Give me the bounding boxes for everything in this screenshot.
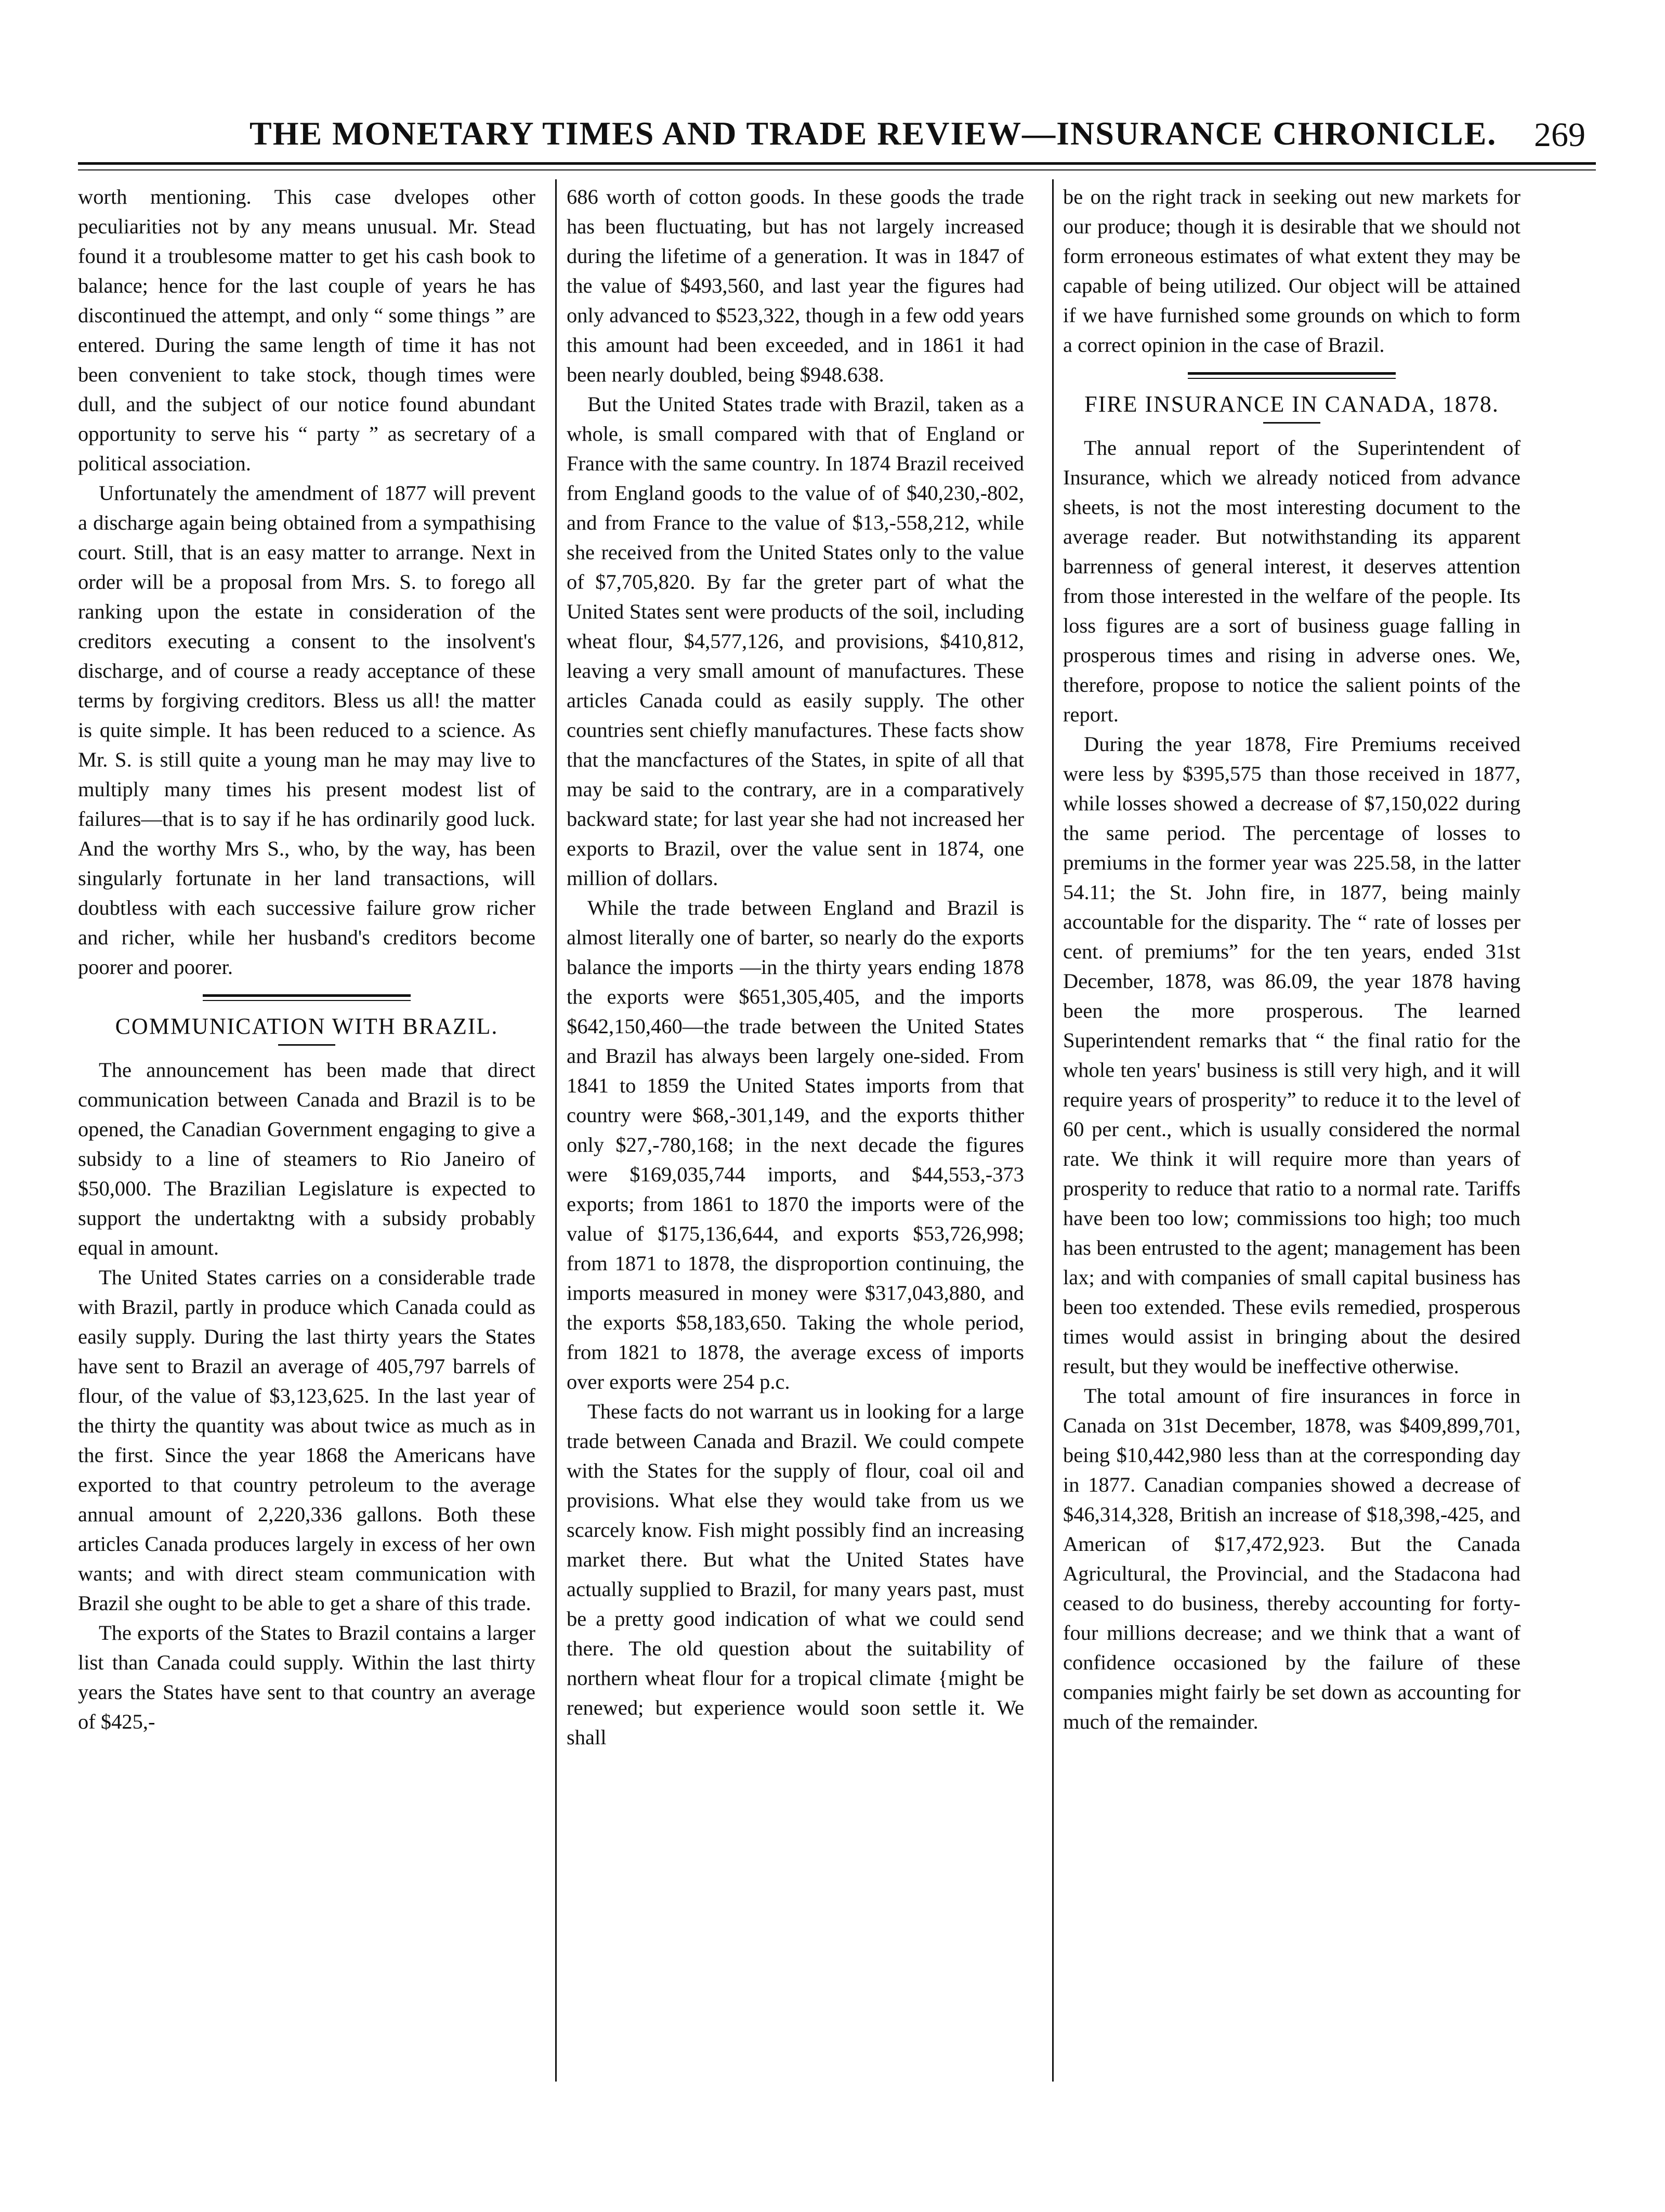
paragraph: The United States carries on a considerable trade with Brazil, partly in produce which Canada could as easily supply. During the last thirty years the States have sent to Brazil an average of 405,797 barrels of flour, of the value of $3,123,625. In the last year of the thirty the quantity was about twice as much as in the first. Since the year 1868 the Americans have exported to that country petroleum to the average annual amount of 2,220,336 gallons. Both these articles Canada produces largely in excess of her own wants; and with direct steam communication with Brazil she ought to be able to get a share of this trade. (78, 1266, 535, 1615)
masthead-title: THE MONETARY TIMES AND TRADE REVIEW—INSURANCE CHRONICLE. (250, 115, 1497, 152)
article-heading-brazil: COMMUNICATION WITH BRAZIL. (115, 1013, 499, 1039)
paragraph: The total amount of fire insurances in force in Canada on 31st December, 1878, was $409,899,701, being $10,442,980 less than at the corresponding day in 1877. Canadian companies showed a decrease of $46,314,328, British an increase of $18,398,-425, and American of $17,472,923. But the Canada Agricultural, the Provincial, and the Stadacona had ceased to do business, thereby accounting for forty-four millions decrease; and we think that a want of confidence occasioned by the failure of these companies might fairly be set down as accounting for much of the remainder. (1063, 1384, 1520, 1733)
paragraph: worth mentioning. This case dvelopes other peculiarities not by any means unusual. Mr. Stead found it a troublesome matter to get his cash book to balance; hence for the last couple of years he has discontinued the attempt, and only “ some things ” are entered. During the same length of time it has not been convenient to take stock, though times were dull, and the subject of our notice found abundant opportunity to serve his “ party ” as secretary of a political association. (78, 185, 535, 475)
header-rule-bottom (78, 169, 1596, 170)
paragraph: The annual report of the Superintendent of Insurance, which we already noticed from advance sheets, is not the most interesting document to the average reader. But notwithstanding its apparent barrenness of general interest, it deserves attention from those interested in the welfare of the people. Its loss figures are a sort of business guage falling in prosperous times and rising in adverse ones. We, therefore, propose to notice the salient points of the report. (1063, 436, 1520, 726)
header-rule-top (78, 162, 1596, 165)
column-1 (78, 182, 535, 2105)
column-2 (567, 182, 1024, 2105)
section-separator (203, 994, 411, 1001)
heading-dash (1263, 422, 1320, 424)
paragraph: While the trade between England and Brazil is almost literally one of barter, so nearly do the exports balance the imports —in the thirty years ending 1878 the exports were $651,305,405, and the imports $642,150,460—the trade between the United States and Brazil has always been largely one-sided. From 1841 to 1859 the United States imports from that country were $68,-301,149, and the exports thither only $27,-780,168; in the next decade the figures were $169,035,744 imports, and $44,553,-373 exports; from 1861 to 1870 the imports were of the value of $175,136,644, and exports $53,726,998; from 1871 to 1878, the disproportion continuing, the imports measured in money were $317,043,880, and the exports $58,183,650. Taking the whole period, from 1821 to 1878, the average excess of imports over exports were 254 p.c. (567, 896, 1024, 1393)
column-divider-2 (1052, 179, 1054, 2082)
column-divider-1 (555, 179, 557, 2082)
paragraph: The announcement has been made that direct communication between Canada and Brazil is to be opened, the Canadian Government engaging to give a subsidy to a line of steamers to Rio Janeiro of $50,000. The Brazilian Legislature is expected to support the undertaktng with a subsidy probably equal in amount. (78, 1058, 535, 1259)
paragraph: 686 worth of cotton goods. In these goods the trade has been fluctuating, but has not largely increased during the lifetime of a generation. It was in 1847 of the value of $493,560, and last year the figures had only advanced to $523,322, though in a few odd years this amount had been exceeded, and in 1861 it had been nearly doubled, being $948.638. (567, 185, 1024, 386)
paragraph: The exports of the States to Brazil contains a larger list than Canada could supply. Within the last thirty years the States have sent to that country an average of $425,- (78, 1621, 535, 1733)
heading-dash (278, 1044, 335, 1046)
paragraph: These facts do not warrant us in looking for a large trade between Canada and Brazil. We could compete with the States for the supply of flour, coal oil and provisions. What else they would take from us we scarcely know. Fish might possibly find an increasing market there. But what the United States have actually supplied to Brazil, for many years past, must be a pretty good indication of what we could send there. The old question about the suitability of northern wheat flour for a tropical climate {might be renewed; but experience would soon settle it. We shall (567, 1400, 1024, 1749)
article-heading-fire-insurance: FIRE INSURANCE IN CANADA, 1878. (1084, 391, 1499, 417)
page-number: 269 (1534, 116, 1585, 154)
paragraph: During the year 1878, Fire Premiums received were less by $395,575 than those received in 1877, while losses showed a decrease of $7,150,022 during the same period. The percentage of losses to premiums in the former year was 225.58, in the latter 54.11; the St. John fire, in 1877, being mainly accountable for the disparity. The “ rate of losses per cent. of premiums” for the ten years, ended 31st December, 1878, was 86.09, the year 1878 having been the more prosperous. The learned Superintendent remarks that “ the final ratio for the whole ten years' business is still very high, and it will require years of prosperity” to reduce it to the level of 60 per cent., which is usually considered the normal rate. We think it will require more than years of prosperity to reduce that ratio to a normal rate. Tariffs have been too low; commissions too high; too much has been entrusted to the agent; management has been lax; and with companies of small capital business has been too extended. These evils remedied, prosperous times would assist in bringing about the desired result, but they would be ineffective otherwise. (1063, 732, 1520, 1378)
column-3 (1063, 182, 1520, 2105)
section-separator (1188, 372, 1396, 379)
paragraph: Unfortunately the amendment of 1877 will prevent a discharge again being obtained from a sympathising court. Still, that is an easy matter to arrange. Next in order will be a proposal from Mrs. S. to forego all ranking upon the estate in consideration of the creditors executing a consent to the insolvent's discharge, and of course a ready acceptance of these terms by forgiving creditors. Bless us all! the matter is quite simple. It has been reduced to a science. As Mr. S. is still quite a young man he may may live to multiply many times his present modest list of failures—that is to say if he has ordinarily good luck. And the worthy Mrs S., who, by the way, has been singularly fortunate in her land transactions, will doubtless with each successive failure grow richer and richer, while her husband's creditors become poorer and poorer. (78, 481, 535, 979)
paragraph: But the United States trade with Brazil, taken as a whole, is small compared with that of England or France with the same country. In 1874 Brazil received from England goods to the value of of $40,230,-802, and from France to the value of $13,-558,212, while she received from the United States only to the value of $7,705,820. By far the greter part of what the United States sent were products of the soil, including wheat flour, $4,577,126, and provisions, $410,812, leaving a very small amount of manufactures. These articles Canada could as easily supply. The other countries sent chiefly manufactures. These facts show that the mancfactures of the States, in spite of all that may be said to the contrary, are in a comparatively backward state; for last year she had not increased her exports to Brazil, over the value sent in 1874, one million of dollars. (567, 392, 1024, 890)
paragraph: be on the right track in seeking out new markets for our produce; though it is desirable that we should not form erroneous estimates of what extent they may be capable of being utilized. Our object will be attained if we have furnished some grounds on which to form a correct opinion in the case of Brazil. (1063, 185, 1520, 357)
masthead (78, 104, 1596, 161)
